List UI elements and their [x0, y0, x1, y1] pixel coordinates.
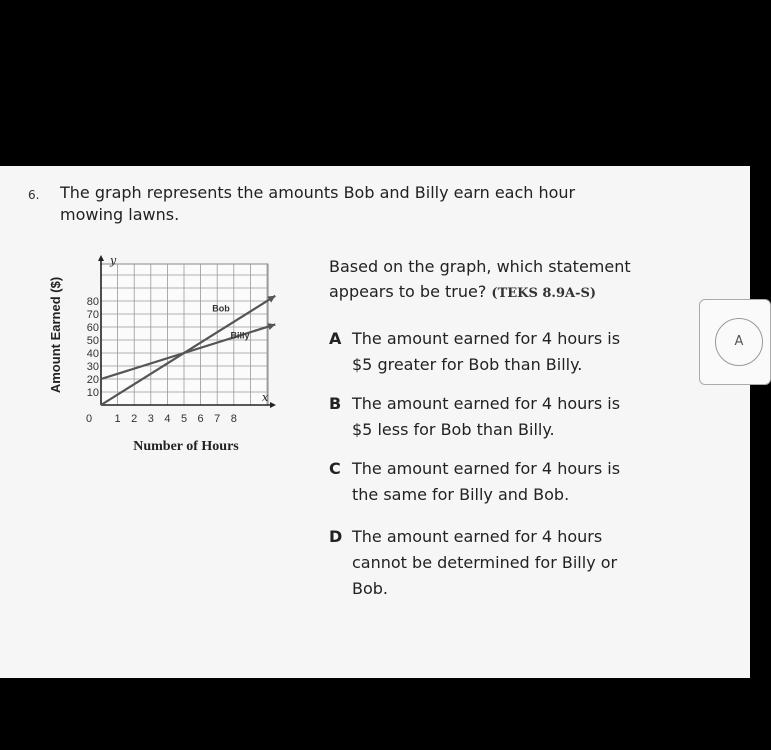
answer-choice-a[interactable] [329, 326, 699, 378]
y-tick-label: 20 [86, 374, 99, 386]
choice-line3: Bob. [352, 579, 389, 598]
y-tick-label: 30 [86, 361, 99, 373]
answer-choice-c[interactable] [329, 456, 699, 508]
choice-line1: The amount earned for 4 hours is [352, 459, 621, 478]
choice-line2: $5 less for Bob than Billy. [352, 420, 555, 439]
series-label-billy: Billy [230, 330, 250, 341]
x-tick-label: 3 [147, 413, 154, 425]
question-number: 6. [28, 188, 40, 202]
x-tick-label: 1 [114, 413, 121, 425]
choice-line2: cannot be determined for Billy or [352, 553, 618, 572]
series-label-bob: Bob [212, 303, 230, 314]
answer-choice-d[interactable] [329, 524, 699, 602]
prompt-line2: appears to be true? [329, 282, 487, 301]
question-text-line2: mowing lawns. [60, 205, 180, 224]
y-tick-label: 10 [86, 387, 99, 399]
teks-code: (TEKS 8.9A-S) [491, 286, 597, 301]
x-axis-name: x [262, 391, 269, 404]
x-tick-label: 0 [85, 413, 93, 425]
x-tick-label: 2 [131, 413, 138, 425]
choice-line1: The amount earned for 4 hours [352, 527, 603, 546]
answer-option-bubble[interactable]: A [715, 318, 763, 366]
y-axis-label: Amount Earned ($) [48, 276, 63, 394]
question-text-line1: The graph represents the amounts Bob and Billy earn each hour [60, 183, 576, 202]
x-tick-label: 7 [214, 413, 221, 425]
earnings-line-chart [50, 252, 290, 452]
worksheet-page [0, 166, 750, 678]
y-axis-name: y [110, 254, 117, 267]
choice-line1: The amount earned for 4 hours is [352, 329, 621, 348]
answer-option-card[interactable] [699, 299, 771, 385]
answer-choice-b[interactable] [329, 391, 699, 443]
question-prompt [329, 254, 699, 306]
choice-letter: D [329, 527, 343, 546]
y-tick-label: 80 [86, 296, 99, 308]
question-text [60, 182, 680, 226]
choice-letter: A [329, 329, 342, 348]
y-tick-label: 50 [86, 335, 99, 347]
choice-letter: B [329, 394, 342, 413]
y-tick-label: 40 [86, 348, 99, 360]
choice-line1: The amount earned for 4 hours is [352, 394, 621, 413]
x-tick-label: 6 [197, 413, 204, 425]
x-tick-label: 5 [180, 413, 188, 425]
choice-line2: $5 greater for Bob than Billy. [352, 355, 583, 374]
x-tick-label: 8 [230, 413, 237, 425]
y-tick-label: 70 [86, 309, 99, 321]
y-tick-label: 60 [86, 322, 99, 334]
choice-letter: C [329, 459, 341, 478]
y-axis-arrow [98, 255, 104, 261]
x-axis-arrow [270, 402, 276, 408]
choice-line2: the same for Billy and Bob. [352, 485, 570, 504]
prompt-line1: Based on the graph, which statement [329, 257, 631, 276]
x-tick-label: 4 [164, 413, 171, 425]
x-axis-label: Number of Hours [133, 439, 239, 454]
